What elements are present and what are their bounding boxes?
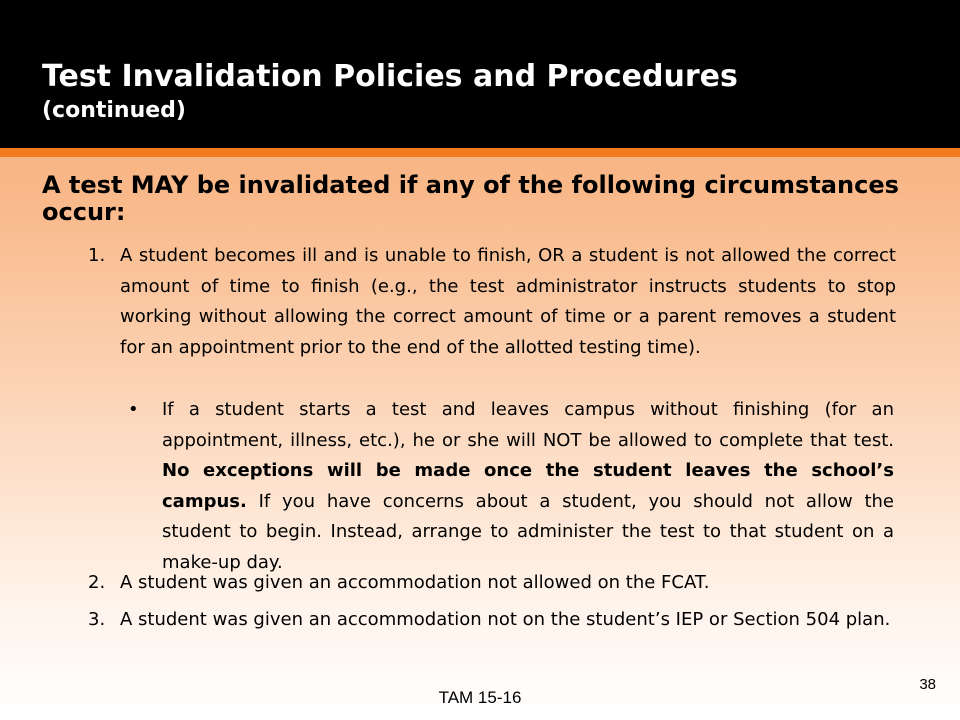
slide-title: Test Invalidation Policies and Procedures [42,59,738,94]
list-item-number: 3. [88,609,106,630]
list-item-text: A student was given an accommodation not allowed on the FCAT. [120,572,710,593]
slide-subtitle: (continued) [42,98,186,123]
list-item-2 [88,568,896,599]
list-item-text: A student becomes ill and is unable to finish, OR a student is not allowed the correct amount of time to finish (e.g., the test administrator instructs students to stop working without allowing the correct amount of time or a parent removes a student for an appointment prior to the end of the allotted testing time). [120,245,896,358]
title-bar-accent-stripe [0,148,960,157]
page-number: 38 [919,676,936,693]
sub-bullet [128,395,894,578]
list-item-text: A student was given an accommodation not on the student’s IEP or Section 504 plan. [120,609,891,630]
section-heading: A test MAY be invalidated if any of the following circumstances occur: [42,171,899,226]
list-item-1 [88,241,896,363]
footer-label: TAM 15-16 [438,688,522,707]
list-item-number: 1. [88,245,106,266]
list-item-3 [88,605,896,636]
bullet-marker: • [128,399,139,420]
bullet-text-after: If you have concerns about a student, you should not allow the student to begin. Instead, arrange to administer the test to that student on a make-up day. [162,490,894,573]
bullet-text-before: If a student starts a test and leaves campus without finishing (for an appointment, illness, etc.), he or she will NOT be allowed to complete that test. [162,399,894,451]
list-item-number: 2. [88,572,106,593]
bullet-bold-text: No exceptions will be made once the student leaves the school’s campus. [162,460,894,512]
